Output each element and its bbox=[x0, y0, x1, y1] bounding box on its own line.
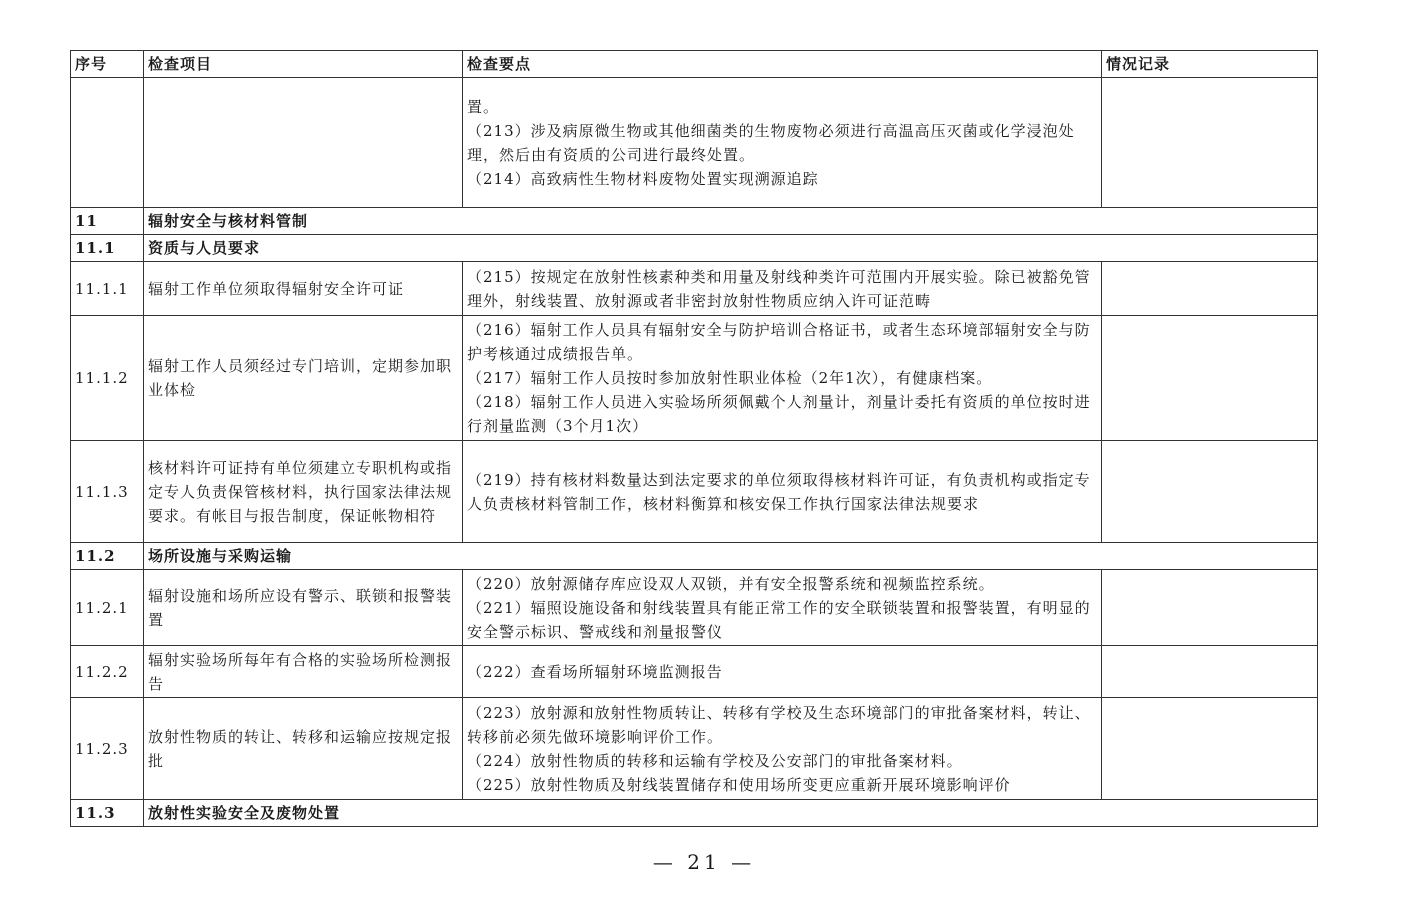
row-item: 辐射实验场所每年有合格的实验场所检测报告 bbox=[144, 646, 463, 698]
point-text: （223）放射源和放射性物质转让、转移有学校及生态环境部门的审批备案材料，转让、转移前必须先做环境影响评价工作。 bbox=[467, 703, 1091, 746]
point-text: （217）辐射工作人员按时参加放射性职业体检（2年1次），有健康档案。 bbox=[467, 369, 993, 387]
section-no: 11.2 bbox=[71, 543, 144, 570]
table-row bbox=[71, 698, 1318, 800]
row-points bbox=[463, 262, 1102, 316]
row-record bbox=[1102, 646, 1318, 698]
table-row bbox=[71, 441, 1318, 543]
point-text: （222）查看场所辐射环境监测报告 bbox=[467, 662, 723, 681]
header-points: 检查要点 bbox=[463, 51, 1102, 78]
section-title: 放射性实验安全及废物处置 bbox=[144, 800, 1318, 827]
point-text: （218）辐射工作人员进入实验场所须佩戴个人剂量计，剂量计委托有资质的单位按时进行剂量监测（3个月1次） bbox=[467, 393, 1091, 435]
inspection-table bbox=[70, 50, 1318, 827]
section-row bbox=[71, 235, 1318, 262]
section-row bbox=[71, 543, 1318, 570]
table-row bbox=[71, 262, 1318, 316]
row-item: 辐射工作人员须经过专门培训，定期参加职业体检 bbox=[144, 316, 463, 441]
row-record bbox=[1102, 698, 1318, 800]
row-no bbox=[71, 78, 144, 208]
section-no: 11.3 bbox=[71, 800, 144, 827]
row-record bbox=[1102, 316, 1318, 441]
row-no: 11.1.2 bbox=[71, 316, 144, 441]
section-no: 11.1 bbox=[71, 235, 144, 262]
section-row bbox=[71, 208, 1318, 235]
row-item: 辐射设施和场所应设有警示、联锁和报警装置 bbox=[144, 570, 463, 646]
section-title: 辐射安全与核材料管制 bbox=[144, 208, 1318, 235]
row-points bbox=[463, 316, 1102, 441]
section-no: 11 bbox=[71, 208, 144, 235]
point-text: （224）放射性物质的转移和运输有学校及公安部门的审批备案材料。 bbox=[467, 751, 963, 770]
row-item: 辐射工作单位须取得辐射安全许可证 bbox=[144, 262, 463, 316]
header-item: 检查项目 bbox=[144, 51, 463, 78]
row-record bbox=[1102, 570, 1318, 646]
row-no: 11.1.3 bbox=[71, 441, 144, 543]
row-points bbox=[463, 698, 1102, 800]
point-text: （214）高致病性生物材料废物处置实现溯源追踪 bbox=[467, 169, 819, 188]
point-text: （219）持有核材料数量达到法定要求的单位须取得核材料许可证，有负责机构或指定专人负责核材料管制工作，核材料衡算和核安保工作执行国家法律法规要求 bbox=[467, 470, 1091, 513]
row-record bbox=[1102, 262, 1318, 316]
section-title: 场所设施与采购运输 bbox=[144, 543, 1318, 570]
row-item: 放射性物质的转让、转移和运输应按规定报批 bbox=[144, 698, 463, 800]
row-no: 11.1.1 bbox=[71, 262, 144, 316]
point-text: （216）辐射工作人员具有辐射安全与防护培训合格证书，或者生态环境部辐射安全与防护考核通过成绩报告单。 bbox=[467, 321, 1091, 363]
row-points bbox=[463, 78, 1102, 208]
table-row bbox=[71, 570, 1318, 646]
section-row bbox=[71, 800, 1318, 827]
table-row bbox=[71, 646, 1318, 698]
row-no: 11.2.3 bbox=[71, 698, 144, 800]
row-item: 核材料许可证持有单位须建立专职机构或指定专人负责保管核材料，执行国家法律法规要求。有帐目与报告制度，保证帐物相符 bbox=[144, 441, 463, 543]
point-text: （213）涉及病原微生物或其他细菌类的生物废物必须进行高温高压灭菌或化学浸泡处理，然后由有资质的公司进行最终处置。 bbox=[467, 121, 1075, 164]
row-points bbox=[463, 570, 1102, 646]
table-header-row bbox=[71, 51, 1318, 78]
point-text: （220）放射源储存库应设双人双锁，并有安全报警系统和视频监控系统。 bbox=[467, 574, 995, 593]
header-record: 情况记录 bbox=[1102, 51, 1318, 78]
row-no: 11.2.1 bbox=[71, 570, 144, 646]
page-number: — 21 — bbox=[652, 850, 756, 874]
row-record bbox=[1102, 441, 1318, 543]
row-points bbox=[463, 646, 1102, 698]
point-text: 置。 bbox=[467, 97, 500, 116]
table-row bbox=[71, 316, 1318, 441]
section-title: 资质与人员要求 bbox=[144, 235, 1318, 262]
row-record bbox=[1102, 78, 1318, 208]
row-no: 11.2.2 bbox=[71, 646, 144, 698]
header-no: 序号 bbox=[71, 51, 144, 78]
point-text: （221）辐照设施设备和射线装置具有能正常工作的安全联锁装置和报警装置，有明显的安全警示标识、警戒线和剂量报警仪 bbox=[467, 598, 1091, 641]
point-text: （215）按规定在放射性核素种类和用量及射线种类许可范围内开展实验。除已被豁免管理外，射线装置、放射源或者非密封放射性物质应纳入许可证范畴 bbox=[467, 267, 1091, 310]
table-row bbox=[71, 78, 1318, 208]
row-points bbox=[463, 441, 1102, 543]
row-item bbox=[144, 78, 463, 208]
point-text: （225）放射性物质及射线装置储存和使用场所变更应重新开展环境影响评价 bbox=[467, 775, 1011, 794]
